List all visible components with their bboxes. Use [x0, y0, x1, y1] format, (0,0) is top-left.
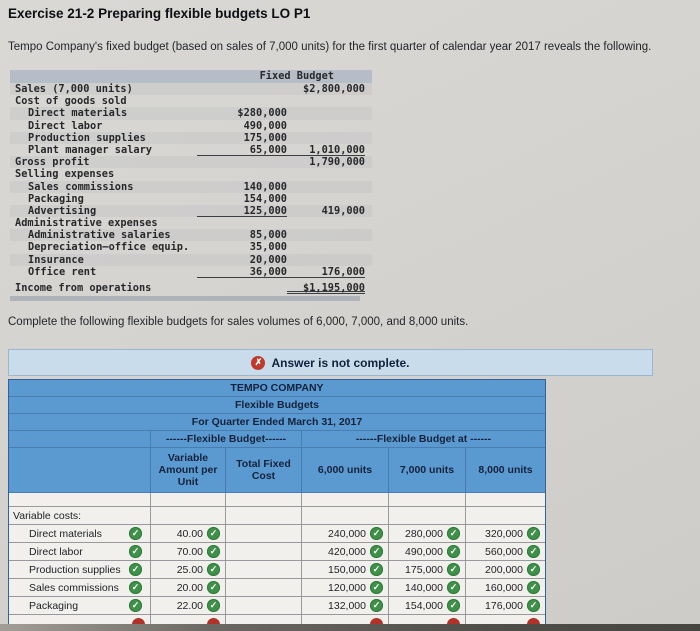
- empty-cell: [389, 507, 466, 525]
- check-icon: ✓: [527, 527, 540, 540]
- fixed-cost-cell[interactable]: [226, 543, 302, 561]
- empty-cell: [226, 507, 302, 525]
- row-label: Gross profit: [15, 156, 90, 169]
- col-header-variable-amount: Variable Amount per Unit: [151, 448, 226, 493]
- amount-col-b: [287, 120, 365, 132]
- check-icon: ✓: [129, 545, 142, 558]
- amount-col-a: 36,000: [197, 266, 287, 278]
- fixed-budget-header: Fixed Budget: [10, 70, 372, 83]
- group-header-right: ------Flexible Budget at ------: [302, 431, 545, 448]
- fixed-budget-row: [10, 254, 372, 266]
- fixed-budget-row: [10, 181, 372, 193]
- amount-col-a: [197, 95, 287, 107]
- units-7000-cell[interactable]: [389, 597, 466, 615]
- amount-col-b: 1,790,000: [309, 156, 365, 169]
- empty-cell: [302, 493, 389, 507]
- amount-col-a: $280,000: [237, 107, 287, 120]
- col-header-6000-units: 6,000 units: [302, 448, 389, 493]
- cell-value: 70.00: [176, 545, 203, 558]
- check-icon: ✓: [129, 599, 142, 612]
- units-6000-cell[interactable]: [302, 579, 389, 597]
- cell-value: 154,000: [405, 599, 443, 612]
- row-label: Direct materials: [29, 527, 102, 540]
- fixed-budget-row: [10, 168, 372, 180]
- status-text: Answer is not complete.: [271, 355, 410, 370]
- units-7000-cell[interactable]: [389, 525, 466, 543]
- cell-value: 140,000: [405, 581, 443, 594]
- row-label: Production supplies: [28, 131, 146, 144]
- cell-value: 560,000: [485, 545, 523, 558]
- fixed-budget-row: [10, 144, 372, 156]
- col-header-7000-units: 7,000 units: [389, 448, 466, 493]
- col-header-total-fixed-cost: Total Fixed Cost: [226, 448, 302, 493]
- report-title-name: Flexible Budgets: [9, 397, 545, 414]
- empty-cell: [226, 493, 302, 507]
- fixed-budget-row: [10, 107, 372, 119]
- units-6000-cell[interactable]: [302, 597, 389, 615]
- check-icon: ✓: [447, 563, 460, 576]
- amount-col-a: 490,000: [243, 119, 287, 132]
- amount-col-a: 35,000: [249, 241, 287, 254]
- units-8000-cell[interactable]: [466, 597, 545, 615]
- amount-col-a: [197, 156, 287, 168]
- row-label-cell[interactable]: [9, 543, 151, 561]
- fixed-budget-table: [10, 70, 372, 294]
- check-icon: ✓: [447, 599, 460, 612]
- units-8000-cell[interactable]: [466, 579, 545, 597]
- empty-cell: [389, 493, 466, 507]
- row-label: Direct labor: [28, 119, 103, 132]
- row-label: Direct labor: [29, 545, 83, 558]
- instruction-text: Complete the following flexible budgets for sales volumes of 6,000, 7,000, and 8,000 units.: [8, 316, 469, 328]
- amount-col-b: $1,195,000: [287, 282, 365, 294]
- amount-col-a: 140,000: [243, 180, 287, 193]
- row-label: Plant manager salary: [28, 143, 152, 156]
- table-row: [9, 579, 545, 597]
- row-label: Cost of goods sold: [15, 95, 127, 108]
- check-icon: ✓: [370, 527, 383, 540]
- fixed-budget-row: [10, 132, 372, 144]
- cell-value: 40.00: [176, 527, 203, 540]
- status-banner: [8, 349, 653, 376]
- fixed-budget-row: [10, 83, 372, 95]
- row-label: Advertising: [28, 204, 97, 217]
- fixed-budget-row: [10, 229, 372, 241]
- check-icon: ✓: [129, 581, 142, 594]
- per-unit-cell[interactable]: [151, 579, 226, 597]
- check-icon: ✓: [207, 545, 220, 558]
- cell-value: 20.00: [176, 581, 203, 594]
- cell-value: 22.00: [176, 599, 203, 612]
- row-label: Packaging: [29, 599, 79, 612]
- check-icon: ✓: [207, 599, 220, 612]
- per-unit-cell[interactable]: [151, 525, 226, 543]
- empty-cell: [151, 507, 226, 525]
- amount-col-a: 85,000: [249, 229, 287, 242]
- amount-col-b: 176,000: [287, 266, 365, 278]
- table-row: [9, 525, 545, 543]
- section-label: Variable costs:: [9, 507, 151, 525]
- amount-col-b: [287, 217, 365, 229]
- row-label-cell[interactable]: [9, 525, 151, 543]
- section-row: [9, 507, 545, 525]
- empty-cell: [9, 493, 151, 507]
- amount-col-b: [287, 229, 365, 241]
- amount-col-a: [197, 83, 287, 95]
- intro-text: Tempo Company's fixed budget (based on sales of 7,000 units) for the first quarter of calendar year 2017 reveals the following.: [8, 41, 652, 53]
- amount-col-b: [287, 241, 365, 253]
- check-icon: ✓: [207, 527, 220, 540]
- row-label-cell[interactable]: [9, 579, 151, 597]
- row-label: Office rent: [28, 265, 97, 278]
- check-icon: ✓: [447, 581, 460, 594]
- bottom-edge-band: [0, 624, 700, 631]
- fixed-budget-row: [10, 266, 372, 278]
- fixed-budget-row: [10, 282, 372, 294]
- table-row: [9, 561, 545, 579]
- group-header-row: [9, 431, 545, 448]
- empty-cell: [466, 493, 545, 507]
- amount-col-b: 1,010,000: [287, 144, 365, 156]
- amount-col-b: [287, 193, 365, 205]
- col-header-blank: [9, 448, 151, 493]
- group-header-left: ------Flexible Budget------: [151, 431, 302, 448]
- row-label: Direct materials: [28, 107, 128, 120]
- fixed-budget-row: [10, 95, 372, 107]
- row-label: Administrative expenses: [15, 217, 158, 230]
- cell-value: 490,000: [405, 545, 443, 558]
- cell-value: 176,000: [485, 599, 523, 612]
- cell-value: 160,000: [485, 581, 523, 594]
- check-icon: ✓: [527, 545, 540, 558]
- units-7000-cell[interactable]: [389, 579, 466, 597]
- per-unit-cell[interactable]: [151, 597, 226, 615]
- amount-col-a: 65,000: [197, 144, 287, 156]
- cell-value: 420,000: [328, 545, 366, 558]
- check-icon: ✓: [207, 581, 220, 594]
- cell-value: 132,000: [328, 599, 366, 612]
- cell-value: 200,000: [485, 563, 523, 576]
- check-icon: ✓: [370, 599, 383, 612]
- check-icon: ✓: [447, 545, 460, 558]
- report-title-period: For Quarter Ended March 31, 2017: [9, 414, 545, 431]
- fixed-budget-row: [10, 241, 372, 253]
- row-label: Administrative salaries: [28, 229, 171, 242]
- units-8000-cell[interactable]: [466, 561, 545, 579]
- per-unit-cell[interactable]: [151, 543, 226, 561]
- check-icon: ✓: [370, 563, 383, 576]
- table-bottom-strip: [10, 296, 360, 301]
- row-label: Packaging: [28, 192, 84, 205]
- check-icon: ✓: [370, 545, 383, 558]
- amount-col-a: [197, 282, 287, 294]
- check-icon: ✓: [447, 527, 460, 540]
- check-icon: ✓: [527, 563, 540, 576]
- col-header-8000-units: 8,000 units: [466, 448, 545, 493]
- row-label-cell[interactable]: [9, 561, 151, 579]
- amount-col-b: $2,800,000: [303, 83, 365, 95]
- fixed-budget-row: [10, 205, 372, 217]
- amount-col-b: [287, 181, 365, 193]
- cell-value: 280,000: [405, 527, 443, 540]
- row-label: Income from operations: [15, 282, 152, 294]
- row-label: Selling expenses: [15, 168, 115, 181]
- per-unit-cell[interactable]: [151, 561, 226, 579]
- cell-value: 175,000: [405, 563, 443, 576]
- units-8000-cell[interactable]: [466, 543, 545, 561]
- amount-col-b: [287, 95, 365, 107]
- cell-value: 120,000: [328, 581, 366, 594]
- cell-value: 240,000: [328, 527, 366, 540]
- amount-col-a: 125,000: [197, 205, 287, 217]
- amount-col-b: [287, 168, 365, 180]
- flexible-budget-table: [8, 379, 546, 627]
- units-6000-cell[interactable]: [302, 525, 389, 543]
- fixed-cost-cell[interactable]: [226, 561, 302, 579]
- amount-col-a: 154,000: [243, 192, 287, 205]
- check-icon: ✓: [527, 599, 540, 612]
- report-title-company: TEMPO COMPANY: [9, 380, 545, 397]
- cell-value: 150,000: [328, 563, 366, 576]
- table-row: [9, 597, 545, 615]
- table-row: [9, 543, 545, 561]
- units-6000-cell[interactable]: [302, 561, 389, 579]
- row-label: Depreciation—office equip.: [28, 241, 190, 254]
- fixed-budget-row: [10, 217, 372, 229]
- amount-col-a: 175,000: [243, 131, 287, 144]
- row-label: Production supplies: [29, 563, 121, 576]
- fixed-budget-row: [10, 193, 372, 205]
- units-6000-cell[interactable]: [302, 543, 389, 561]
- fixed-cost-cell[interactable]: [226, 525, 302, 543]
- amount-col-a: [197, 168, 287, 180]
- cell-value: 320,000: [485, 527, 523, 540]
- amount-col-b: [287, 107, 365, 119]
- amount-col-a: 20,000: [249, 253, 287, 266]
- empty-cell: [466, 507, 545, 525]
- amount-col-b: [287, 132, 365, 144]
- cell-value: 25.00: [176, 563, 203, 576]
- row-label: Sales commissions: [29, 581, 119, 594]
- group-header-blank: [9, 431, 151, 448]
- amount-col-b: [287, 254, 365, 266]
- fixed-budget-row: [10, 156, 372, 168]
- check-icon: ✓: [370, 581, 383, 594]
- amount-col-b: 419,000: [321, 204, 365, 217]
- units-7000-cell[interactable]: [389, 543, 466, 561]
- fixed-budget-row: [10, 120, 372, 132]
- page-title: Exercise 21-2 Preparing flexible budgets LO P1: [8, 6, 311, 21]
- check-icon: ✓: [129, 563, 142, 576]
- fixed-cost-cell[interactable]: [226, 597, 302, 615]
- units-8000-cell[interactable]: [466, 525, 545, 543]
- empty-cell: [151, 493, 226, 507]
- error-icon: ✗: [251, 356, 265, 370]
- row-label-cell[interactable]: [9, 597, 151, 615]
- row-label: Insurance: [28, 253, 84, 266]
- spacer-row: [9, 493, 545, 507]
- row-label: Sales commissions: [28, 180, 134, 193]
- check-icon: ✓: [527, 581, 540, 594]
- check-icon: ✓: [207, 563, 220, 576]
- check-icon: ✓: [129, 527, 142, 540]
- empty-cell: [302, 507, 389, 525]
- units-7000-cell[interactable]: [389, 561, 466, 579]
- fixed-cost-cell[interactable]: [226, 579, 302, 597]
- amount-col-a: [197, 217, 287, 229]
- column-header-row: [9, 448, 545, 493]
- row-label: Sales (7,000 units): [15, 83, 133, 95]
